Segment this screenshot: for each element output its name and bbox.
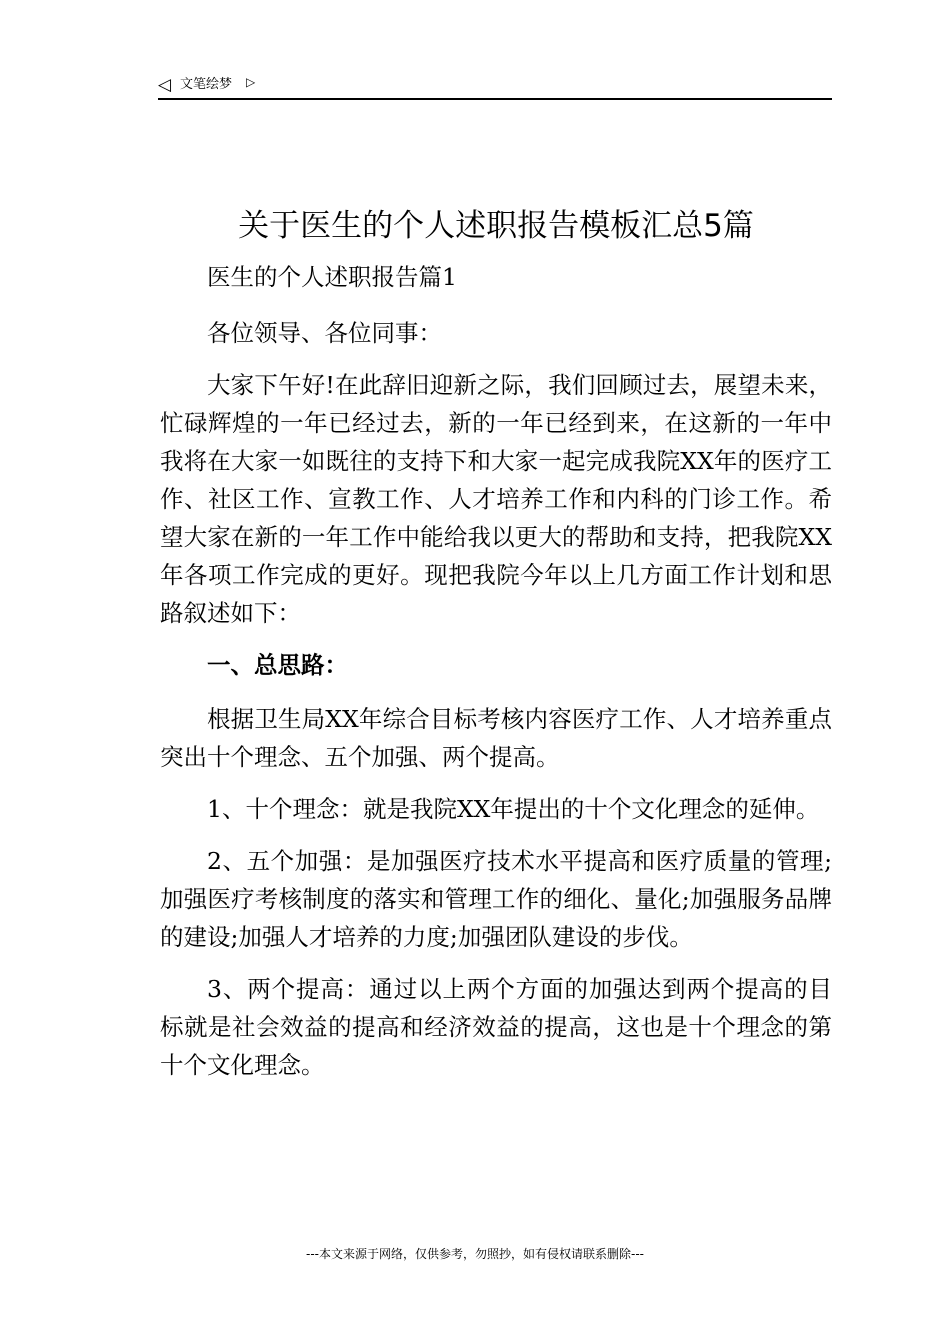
document-subtitle: 医生的个人述职报告篇1 bbox=[207, 263, 457, 291]
section-body-paragraph: 根据卫生局XX年综合目标考核内容医疗工作、人才培养重点突出十个理念、五个加强、两个提高。 bbox=[160, 705, 832, 771]
page-header bbox=[158, 74, 832, 100]
header-brand: 文笔绘梦 bbox=[180, 77, 233, 92]
list-item-2: 2、五个加强：是加强医疗技术水平提高和医疗质量的管理;加强医疗考核制度的落实和管理工作的细化、量化;加强服务品牌的建设;加强人才培养的力度;加强团队建设的步伐。 bbox=[160, 847, 832, 951]
section-heading: 一、总思路： bbox=[207, 651, 348, 679]
document-body bbox=[160, 258, 832, 1098]
right-triangle-icon: ▷ bbox=[246, 75, 256, 89]
list-item-1: 1、十个理念：就是我院XX年提出的十个文化理念的延伸。 bbox=[207, 795, 820, 823]
list-item-3: 3、两个提高：通过以上两个方面的加强达到两个提高的目标就是社会效益的提高和经济效益的提高，这也是十个理念的第十个文化理念。 bbox=[160, 975, 832, 1079]
page-footer: ---本文来源于网络，仅供参考，勿照抄，如有侵权请联系删除--- bbox=[306, 1247, 644, 1261]
left-triangle-icon: ◁ bbox=[158, 75, 172, 95]
intro-paragraph: 大家下午好!在此辞旧迎新之际，我们回顾过去，展望未来，忙碌辉煌的一年已经过去，新的一年已经到来，在这新的一年中我将在大家一如既往的支持下和大家一起完成我院XX年的医疗工作、社区工作、宣教工作、人才培养工作和内科的门诊工作。希望大家在新的一年工作中能给我以更大的帮助和支持，把我院XX年各项工作完成的更好。现把我院今年以上几方面工作计划和思路叙述如下： bbox=[160, 371, 832, 627]
greeting-paragraph: 各位领导、各位同事： bbox=[207, 319, 442, 347]
document-title: 关于医生的个人述职报告模板汇总5篇 bbox=[238, 208, 754, 244]
